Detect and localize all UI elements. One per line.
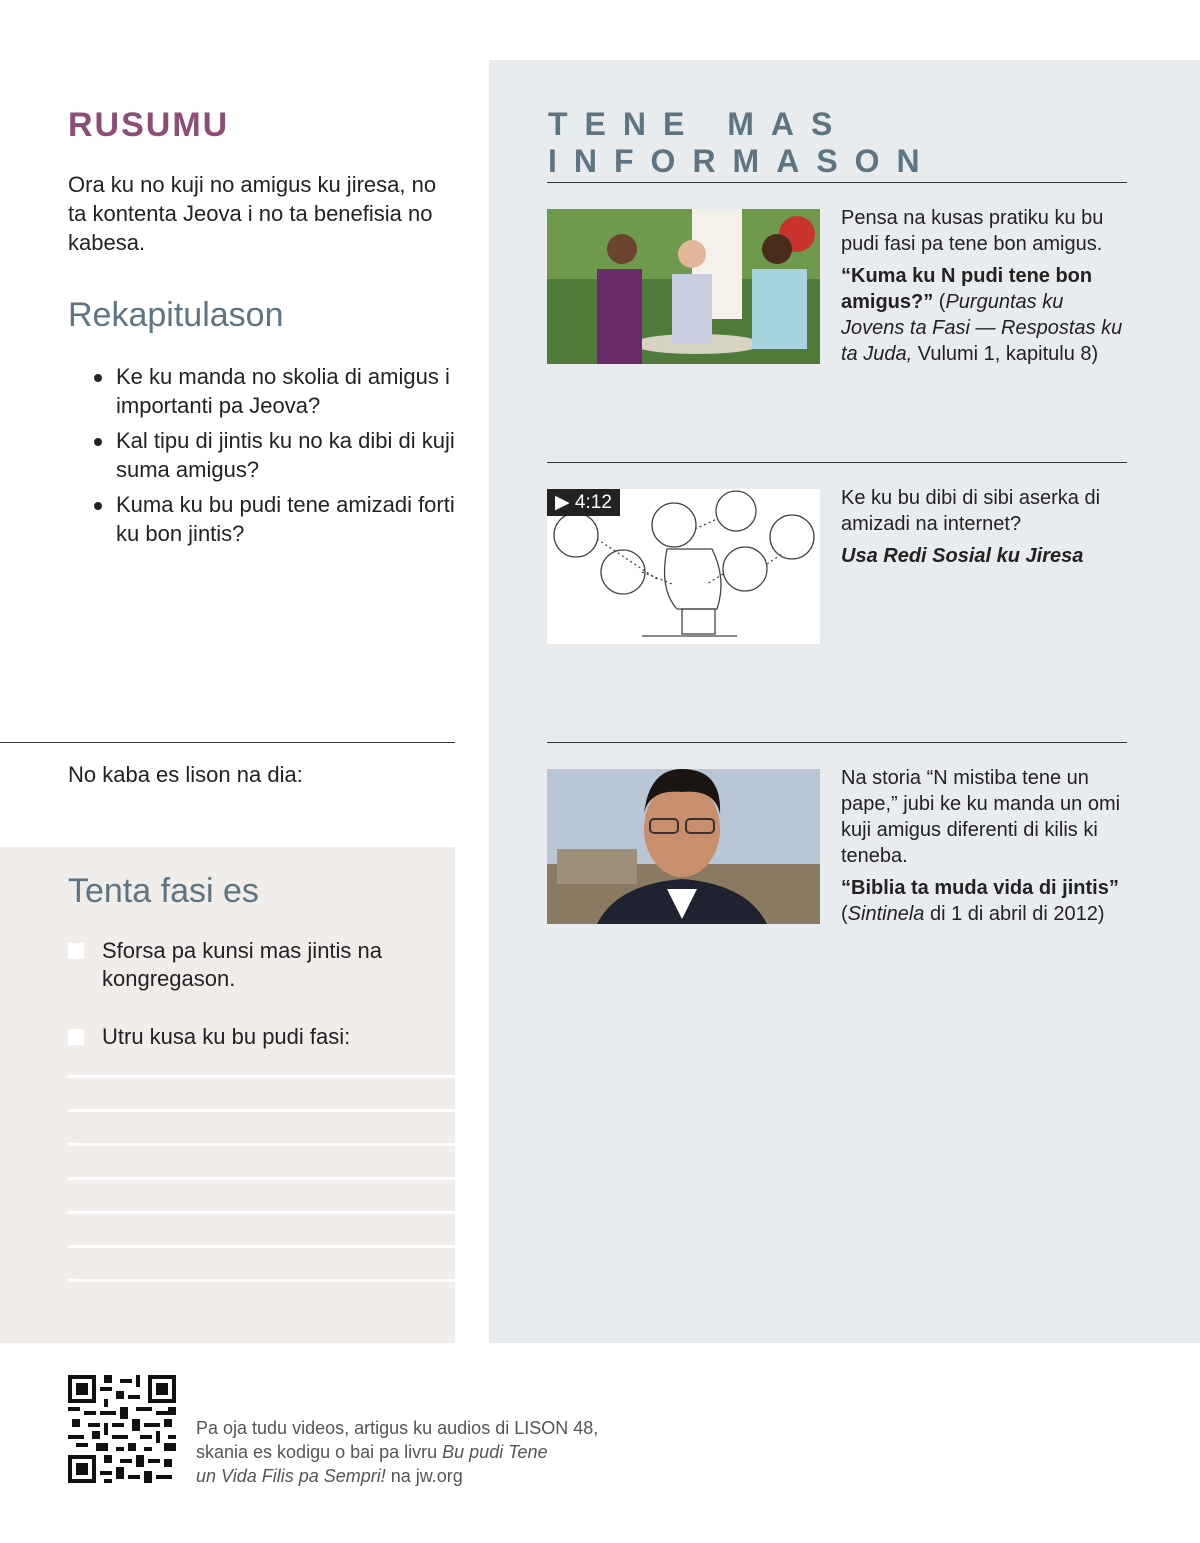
book-title: Bu pudi Tene [442,1442,548,1462]
reference-title[interactable]: “Kuma ku N pudi tene bon amigus?” [841,265,1093,313]
try-this-box [0,847,455,1343]
checkbox[interactable] [68,943,84,959]
goal-checkbox-item[interactable] [68,1023,448,1051]
friends-photo[interactable] [547,209,820,364]
book-title: un Vida Filis pa Sempri! [196,1466,386,1486]
info-item-2 [841,485,1131,569]
footer-line: Pa oja tudu videos, artigus ku audios di LISON 48, [196,1418,599,1438]
divider [0,742,455,743]
review-item: Kuma ku bu pudi tene amizadi forti ku bon jintis? [92,490,462,548]
info-intro: Ke ku bu dibi di sibi aserka di amizadi na internet? [841,487,1101,535]
qr-code[interactable] [68,1375,176,1483]
info-reference[interactable] [841,263,1131,367]
review-title: Rekapitulason [68,296,284,334]
writing-line[interactable] [68,1279,455,1282]
info-item-1 [841,205,1131,367]
writing-line[interactable] [68,1211,455,1214]
video-title[interactable]: Usa Redi Sosial ku Jiresa [841,545,1084,567]
footer-line [196,1440,598,1464]
lesson-date-label: No kaba es lison na dia: [68,762,303,787]
writing-line[interactable] [68,1109,455,1112]
summary-text: Ora ku no kuji no amigus ku jiresa, no ta kontenta Jeova i no ta benefisia no kabesa. [68,172,437,255]
reference-title[interactable]: “Biblia ta muda vida di jintis” [841,877,1119,899]
summary-title: RUSUMU [68,106,230,144]
writing-line[interactable] [68,1245,455,1248]
publication-title: Sintinela [847,903,925,925]
info-reference[interactable] [841,543,1131,569]
divider [547,462,1127,463]
review-list [92,362,462,554]
divider [547,742,1127,743]
writing-line[interactable] [68,1075,455,1078]
review-item: Ke ku manda no skolia di amigus i importanti pa Jeova? [92,362,462,420]
footer-text: skania es kodigu o bai pa livru [196,1442,443,1462]
info-item-3 [841,765,1131,927]
footer-line [196,1464,598,1488]
review-item: Kal tipu di jintis ku no ka dibi di kuji suma amigus? [92,426,462,484]
info-reference[interactable] [841,875,1131,927]
more-info-title: TENE MAS INFORMASON [548,106,937,179]
play-icon: ▶ [555,492,570,513]
writing-line[interactable] [68,1177,455,1180]
goal-label: Sforsa pa kunsi mas jintis na kongregason. [102,938,383,991]
info-intro: Na storia “N mistiba tene un pape,” jubi ke ku manda un omi kuji amigus diferenti di kilis ki teneba. [841,767,1121,867]
publication-detail: Vulumi 1, kapitulu 8) [912,343,1099,365]
website-link[interactable]: na jw.org [385,1466,463,1486]
try-title: Tenta fasi es [68,872,259,910]
paren: ( [933,291,946,313]
publication-title: Purguntas ku Jovens ta Fasi — Respostas ku ta Juda, [841,291,1123,365]
goal-checkbox-item[interactable] [68,937,448,993]
divider [547,182,1127,183]
goal-label: Utru kusa ku bu pudi fasi: [102,1024,351,1049]
info-intro: Pensa na kusas pratiku ku bu pudi fasi pa tene bon amigus. [841,207,1104,255]
publication-detail: di 1 di abril di 2012) [924,903,1105,925]
writing-line[interactable] [68,1143,455,1146]
video-thumbnail[interactable] [547,489,820,644]
checkbox[interactable] [68,1029,84,1045]
video-duration-badge [547,489,620,516]
man-photo[interactable] [547,769,820,924]
paren: ( [841,903,848,925]
footer-note [196,1416,598,1488]
duration: 4:12 [574,492,612,513]
